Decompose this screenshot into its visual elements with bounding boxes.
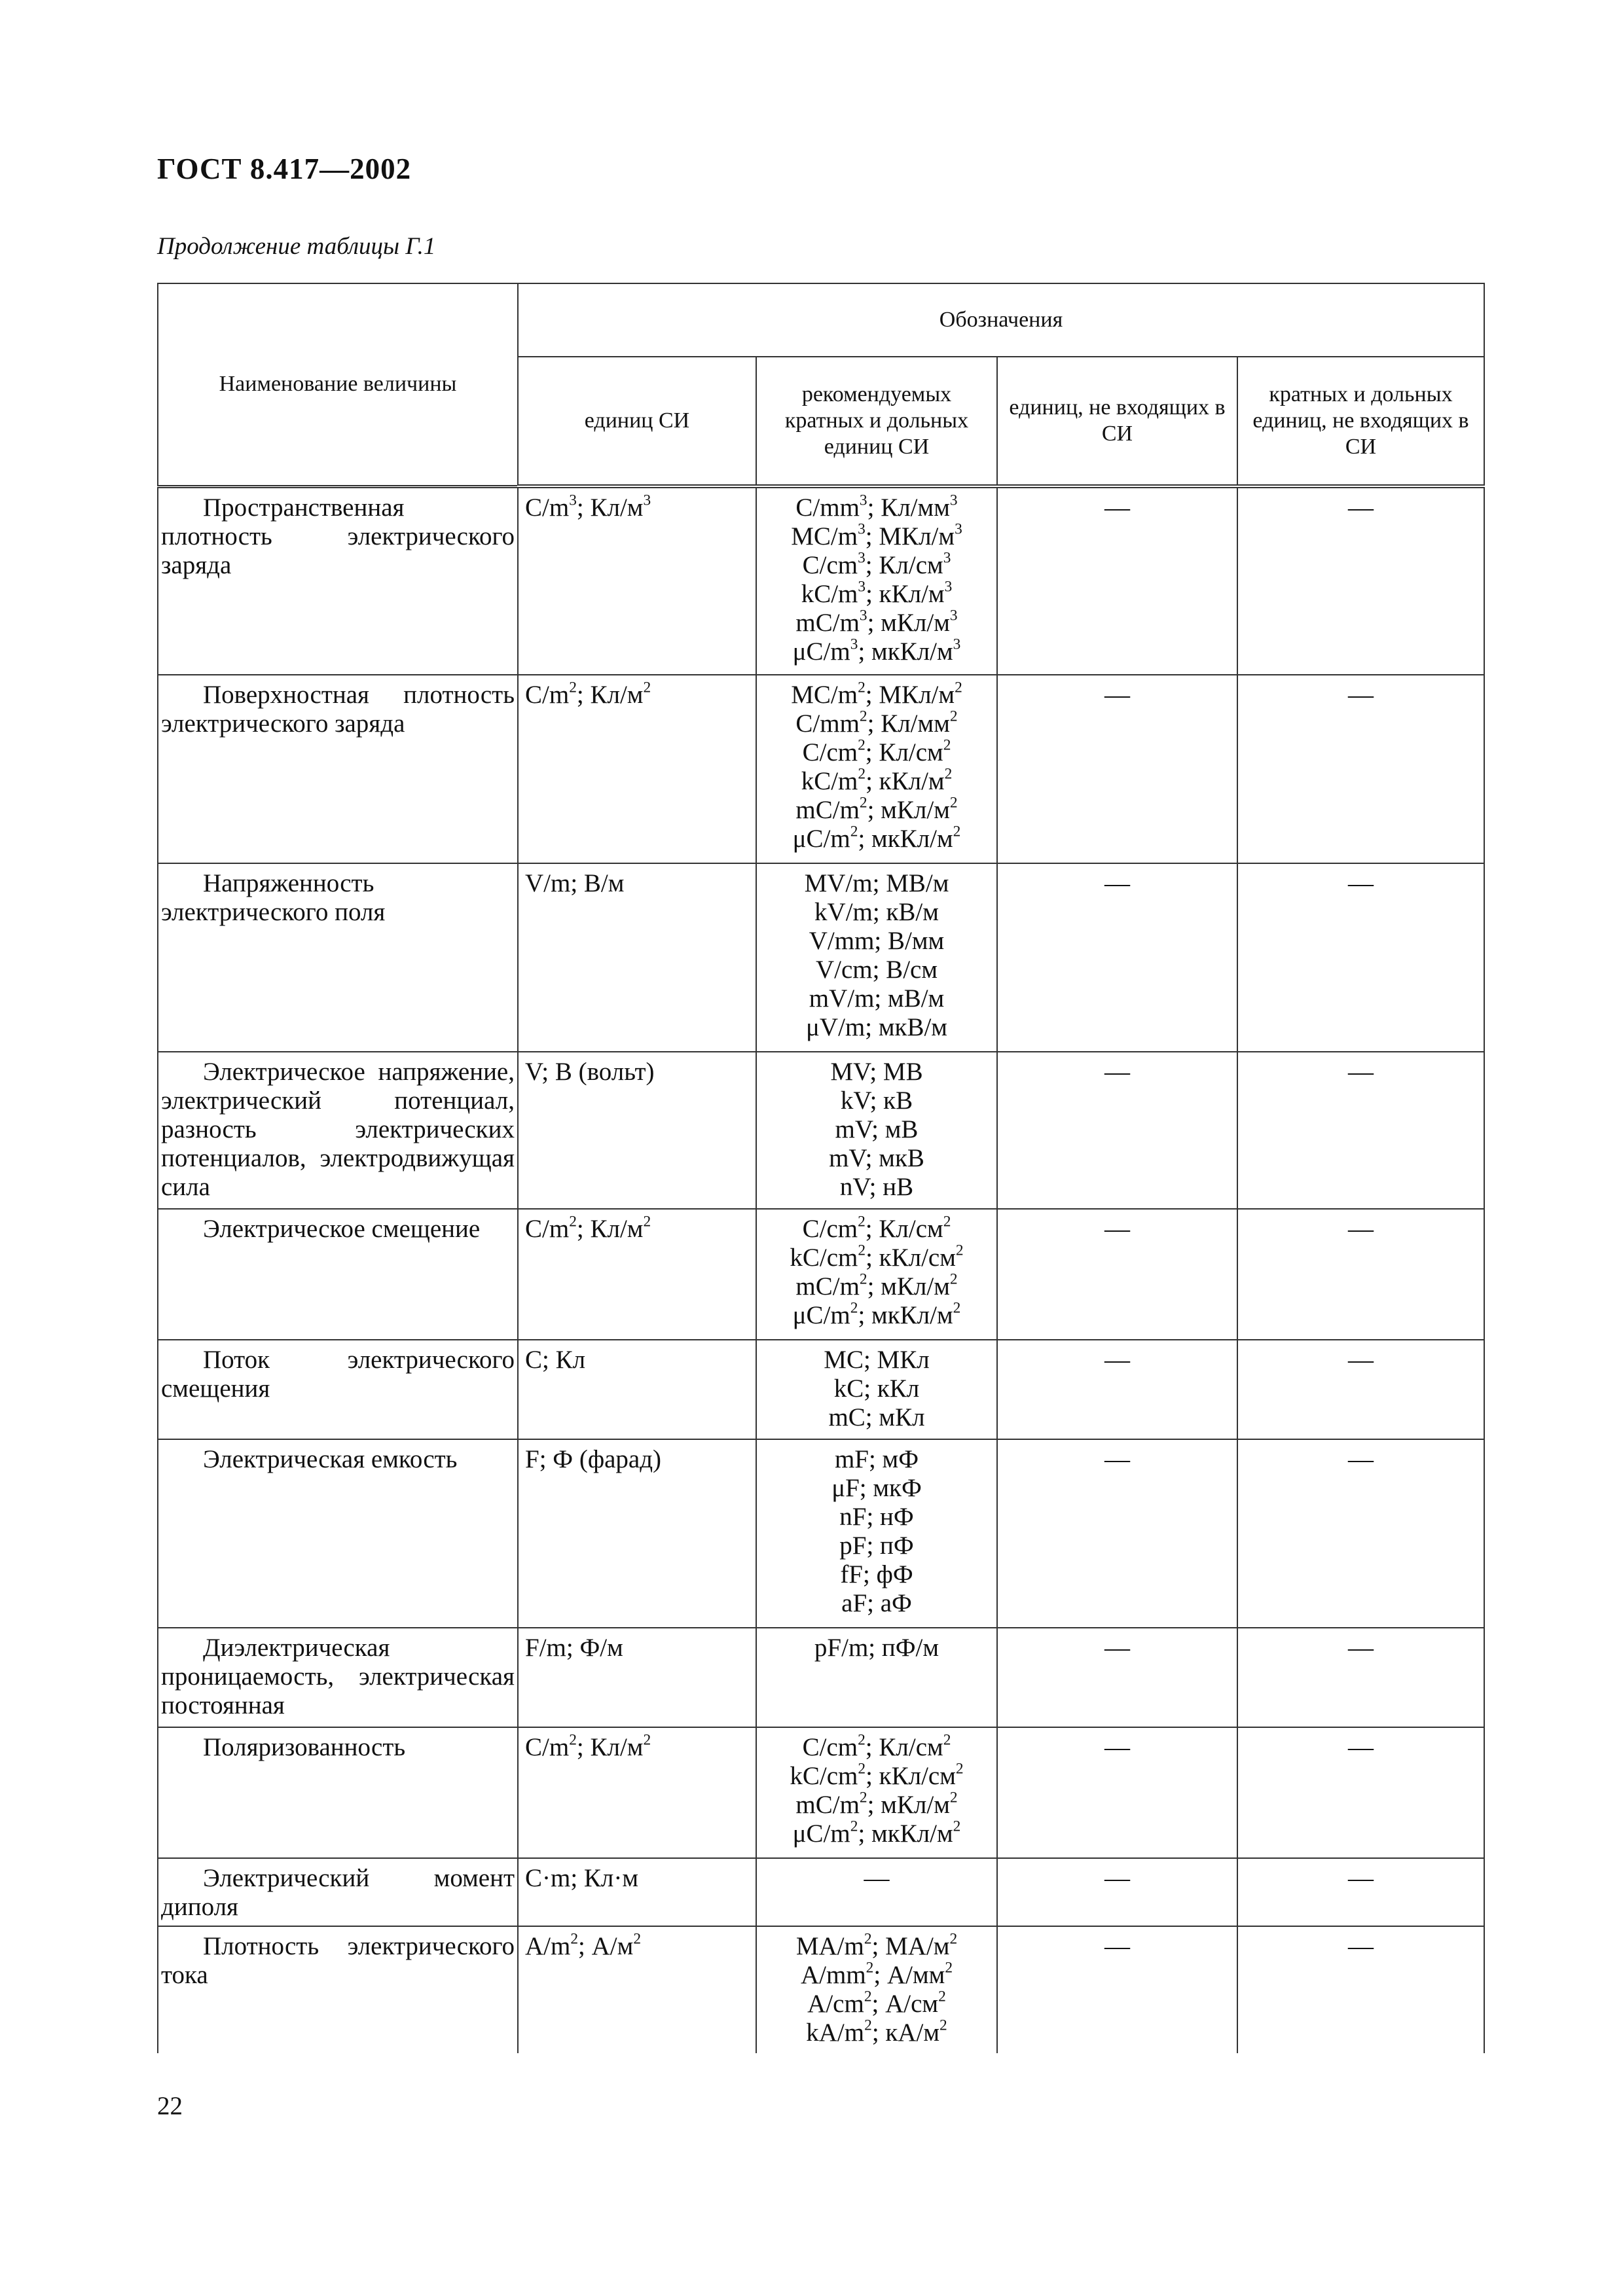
non-si-unit: — xyxy=(997,863,1237,1052)
recommended-units xyxy=(756,863,997,1052)
recommended-unit: kV; кВ xyxy=(840,1086,913,1115)
header-quantity-name: Наименование величины xyxy=(158,283,518,486)
non-si-unit: — xyxy=(997,1926,1237,2053)
recommended-unit: $A/mm^2$; $А/мм^2$ xyxy=(800,1959,953,1989)
non-si-unit: — xyxy=(997,1439,1237,1628)
recommended-unit: V/mm; В/мм xyxy=(809,927,945,955)
non-si-multiple-unit: — xyxy=(1237,1727,1484,1858)
quantity-name: Поверхностная плотность электрического заряда xyxy=(158,675,518,863)
non-si-unit: — xyxy=(997,1052,1237,1209)
units-table-container xyxy=(157,283,1484,2053)
quantity-name: Диэлектрическая проницаемость, электрическая постоянная xyxy=(158,1628,518,1727)
recommended-unit: fF; фФ xyxy=(840,1560,913,1588)
si-unit: F; Ф (фарад) xyxy=(518,1439,756,1628)
header-designations: Обозначения xyxy=(518,283,1484,357)
header-non-si-multiples: кратных и дольных единиц, не входящих в СИ xyxy=(1237,357,1484,486)
recommended-unit: $mC/m^2$; мКл/$м^2$ xyxy=(795,1270,958,1300)
recommended-unit: nV; нВ xyxy=(839,1173,914,1201)
recommended-unit: $\mu C/m^2$; мкКл/$м^2$ xyxy=(792,823,961,853)
recommended-unit: V/cm; В/см xyxy=(815,956,938,984)
recommended-unit: pF; пФ xyxy=(839,1532,914,1560)
table-row xyxy=(158,1727,1484,1858)
si-unit: $C/m^3$; $Кл/м^3$ xyxy=(518,486,756,675)
page-number: 22 xyxy=(157,2092,183,2120)
quantity-name: Поляризованность xyxy=(158,1727,518,1858)
si-unit: $C/m^2$; $Кл/м^2$ xyxy=(518,1209,756,1340)
table-caption: Продолжение таблицы Г.1 xyxy=(157,233,436,260)
table-header xyxy=(158,283,1484,486)
header-non-si-units: единиц, не входящих в СИ xyxy=(997,357,1237,486)
recommended-unit: $mC/m^2$; мКл/$м^2$ xyxy=(795,794,958,824)
recommended-unit: $C/cm^3$; $Кл/см^3$ xyxy=(802,549,951,579)
table-row xyxy=(158,1926,1484,2053)
quantity-name: Электрический момент диполя xyxy=(158,1858,518,1926)
table-row xyxy=(158,675,1484,863)
non-si-unit: — xyxy=(997,675,1237,863)
recommended-unit: $mC/m^2$; мКл/$м^2$ xyxy=(795,1789,958,1819)
non-si-multiple-unit: — xyxy=(1237,1858,1484,1926)
recommended-unit: $C/mm^2$; $Кл/мм^2$ xyxy=(795,708,958,738)
quantity-name: Электрическая емкость xyxy=(158,1439,518,1628)
recommended-unit: pF/m; пФ/м xyxy=(814,1634,939,1662)
recommended-units xyxy=(756,1926,997,2053)
recommended-unit: $MC/m^3$; MКл/$м^3$ xyxy=(791,520,962,550)
table-row xyxy=(158,1340,1484,1439)
quantity-name: Электрическое смещение xyxy=(158,1209,518,1340)
non-si-unit: — xyxy=(997,1628,1237,1727)
recommended-unit: $\mu C/m^2$; мкКл/$м^2$ xyxy=(792,1818,961,1848)
recommended-units xyxy=(756,675,997,863)
non-si-multiple-unit: — xyxy=(1237,863,1484,1052)
recommended-unit: $mC/m^3$; мКл/$м^3$ xyxy=(795,607,958,637)
quantity-name: Электрическое напряжение, электрический потенциал, разность электрических потенциалов, электродвижущая сила xyxy=(158,1052,518,1209)
si-unit: $C/m^2$; $Кл/м^2$ xyxy=(518,675,756,863)
recommended-units xyxy=(756,1052,997,1209)
non-si-multiple-unit: — xyxy=(1237,486,1484,675)
si-unit: C·m; Кл·м xyxy=(518,1858,756,1926)
recommended-unit: $\mu C/m^2$; мкКл/$м^2$ xyxy=(792,1299,961,1329)
recommended-unit: $C/cm^2$; $Кл/см^2$ xyxy=(802,736,951,766)
recommended-unit: $kA/m^2$; $кА/м^2$ xyxy=(806,2017,947,2047)
quantity-name: Плотность электрического тока xyxy=(158,1926,518,2053)
si-unit: $C/m^2$; $Кл/м^2$ xyxy=(518,1727,756,1858)
si-unit: C; Кл xyxy=(518,1340,756,1439)
non-si-unit: — xyxy=(997,1340,1237,1439)
recommended-unit: MC; MКл xyxy=(824,1346,930,1374)
si-unit: F/m; Ф/м xyxy=(518,1628,756,1727)
recommended-units xyxy=(756,1727,997,1858)
recommended-unit: MV/m; MВ/м xyxy=(804,869,949,897)
quantity-name: Пространственная плотность электрического заряда xyxy=(158,486,518,675)
units-table xyxy=(157,283,1485,2053)
recommended-unit: $\mu C/m^3$; мкКл/$м^3$ xyxy=(792,636,961,666)
recommended-units xyxy=(756,1209,997,1340)
recommended-unit: $kC/m^3$; кКл/$м^3$ xyxy=(801,578,953,608)
recommended-units xyxy=(756,1340,997,1439)
recommended-unit: $C/mm^3$; $Кл/мм^3$ xyxy=(795,492,958,522)
table-row xyxy=(158,1439,1484,1628)
recommended-unit: mV; мВ xyxy=(835,1115,919,1143)
non-si-unit: — xyxy=(997,486,1237,675)
recommended-unit: $MC/m^2$; MКл/$м^2$ xyxy=(791,679,962,709)
quantity-name: Поток электрического смещения xyxy=(158,1340,518,1439)
non-si-unit: — xyxy=(997,1209,1237,1340)
table-row xyxy=(158,1858,1484,1926)
document-header: ГОСТ 8.417—2002 xyxy=(157,152,412,185)
recommended-units xyxy=(756,1858,997,1926)
non-si-multiple-unit: — xyxy=(1237,1628,1484,1727)
recommended-units xyxy=(756,1628,997,1727)
recommended-unit: mC; мКл xyxy=(828,1403,925,1431)
recommended-units xyxy=(756,1439,997,1628)
quantity-name: Напряженность электрического поля xyxy=(158,863,518,1052)
non-si-multiple-unit: — xyxy=(1237,1926,1484,2053)
table-row xyxy=(158,863,1484,1052)
non-si-multiple-unit: — xyxy=(1237,1340,1484,1439)
si-unit: V; В (вольт) xyxy=(518,1052,756,1209)
si-unit: V/m; В/м xyxy=(518,863,756,1052)
recommended-unit: μF; мкФ xyxy=(831,1474,922,1502)
recommended-unit: nF; нФ xyxy=(839,1503,914,1531)
table-row xyxy=(158,486,1484,675)
recommended-unit: kC; кКл xyxy=(833,1374,920,1403)
recommended-unit: kV/m; кВ/м xyxy=(814,898,939,926)
table-body xyxy=(158,486,1484,2053)
recommended-unit: $MA/m^2$; $MА/м^2$ xyxy=(795,1930,958,1960)
table-row xyxy=(158,1628,1484,1727)
recommended-unit: $C/cm^2$; $Кл/см^2$ xyxy=(802,1213,951,1243)
header-si-units: единиц СИ xyxy=(518,357,756,486)
recommended-unit: $kC/m^2$; кКл/$м^2$ xyxy=(801,765,953,795)
table-row xyxy=(158,1209,1484,1340)
header-recommended-units: рекомендуемых кратных и дольных единиц СИ xyxy=(756,357,997,486)
non-si-multiple-unit: — xyxy=(1237,1439,1484,1628)
non-si-multiple-unit: — xyxy=(1237,675,1484,863)
recommended-units xyxy=(756,486,997,675)
recommended-unit: aF; аФ xyxy=(841,1589,912,1617)
recommended-unit: mF; мФ xyxy=(834,1445,919,1473)
recommended-unit: mV/m; мВ/м xyxy=(809,984,945,1013)
recommended-unit: $C/cm^2$; $Кл/см^2$ xyxy=(802,1731,951,1761)
recommended-unit: $kC/cm^2$; кКл/$см^2$ xyxy=(790,1760,964,1790)
recommended-unit: MV; MВ xyxy=(830,1058,923,1086)
recommended-unit: mV; мкВ xyxy=(829,1144,924,1172)
si-unit: $A/m^2$; $А/м^2$ xyxy=(518,1926,756,2053)
table-row xyxy=(158,1052,1484,1209)
non-si-unit: — xyxy=(997,1727,1237,1858)
recommended-unit: — xyxy=(864,1864,890,1892)
non-si-multiple-unit: — xyxy=(1237,1209,1484,1340)
non-si-unit: — xyxy=(997,1858,1237,1926)
non-si-multiple-unit: — xyxy=(1237,1052,1484,1209)
recommended-unit: $kC/cm^2$; кКл/$см^2$ xyxy=(790,1242,964,1272)
recommended-unit: μV/m; мкВ/м xyxy=(806,1013,947,1041)
recommended-unit: $A/cm^2$; $А/см^2$ xyxy=(807,1988,946,2018)
